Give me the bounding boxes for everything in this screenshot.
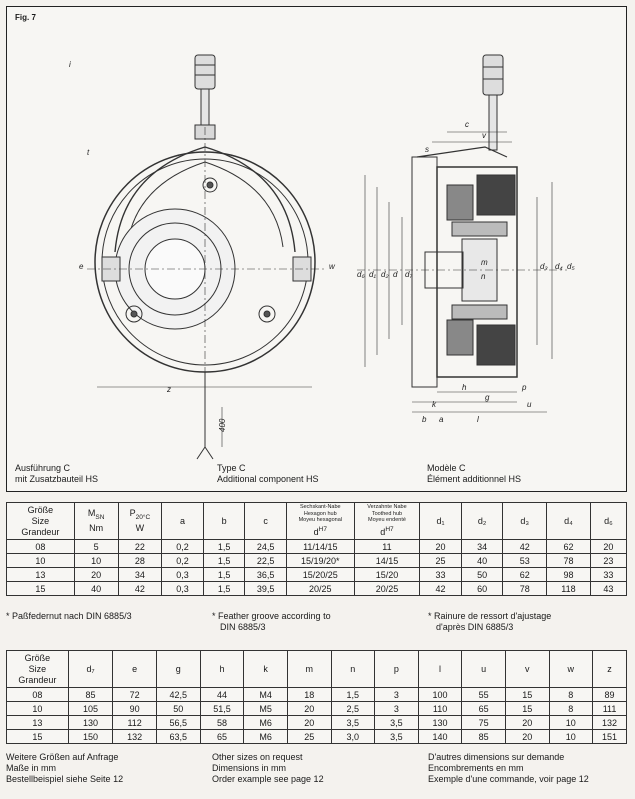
cell-d-tooth: 20/25 bbox=[354, 582, 420, 596]
power-header: $P_{20^\circ C}$ W bbox=[118, 503, 162, 540]
cell-z: 151 bbox=[593, 730, 627, 744]
cell-h: 44 bbox=[200, 688, 244, 702]
footer-en: Other sizes on request Dimensions in mm Order example see page 12 bbox=[212, 752, 324, 784]
dim-p: p bbox=[522, 383, 527, 392]
dim-a: a bbox=[439, 415, 444, 424]
dim-b: b bbox=[422, 415, 427, 424]
cell-b: 1,5 bbox=[203, 540, 245, 554]
cell-d6: 23 bbox=[590, 554, 626, 568]
cell-n: 3,0 bbox=[331, 730, 375, 744]
cell-size: 13 bbox=[7, 716, 69, 730]
col-header: g bbox=[156, 651, 200, 688]
cell-k: M6 bbox=[244, 730, 288, 744]
cell-w: 8 bbox=[549, 688, 593, 702]
cell-u: 55 bbox=[462, 688, 506, 702]
note-de: * Paßfedernut nach DIN 6885/3 bbox=[6, 611, 132, 621]
cell-k: M6 bbox=[244, 716, 288, 730]
caption-fr: Modèle C Élément additionnel HS bbox=[427, 463, 522, 484]
dim-v: v bbox=[482, 131, 486, 140]
cell-d6: 20 bbox=[590, 540, 626, 554]
cell-p: 3,5 bbox=[375, 730, 419, 744]
cell-n: 1,5 bbox=[331, 688, 375, 702]
cell-d-hex: 15/20/25 bbox=[286, 568, 354, 582]
cell-u: 75 bbox=[462, 716, 506, 730]
col-header: d₇ bbox=[68, 651, 113, 688]
cell-d7: 105 bbox=[68, 702, 113, 716]
cell-a: 0,3 bbox=[162, 568, 204, 582]
cell-d4: 98 bbox=[547, 568, 591, 582]
cell-d3: 62 bbox=[503, 568, 547, 582]
d4-header: d₄ bbox=[547, 503, 591, 540]
dim-d6: d₆ bbox=[357, 270, 365, 279]
cell-d1: 25 bbox=[420, 554, 462, 568]
table1-header bbox=[7, 503, 627, 540]
cell-msn: 20 bbox=[74, 568, 118, 582]
cell-h: 51,5 bbox=[200, 702, 244, 716]
cell-w: 10 bbox=[549, 730, 593, 744]
col-header: v bbox=[505, 651, 549, 688]
cell-n: 2,5 bbox=[331, 702, 375, 716]
torque-header: $M_{SN}$ Nm bbox=[74, 503, 118, 540]
cell-z: 132 bbox=[593, 716, 627, 730]
cell-c: 39,5 bbox=[245, 582, 287, 596]
cell-h: 58 bbox=[200, 716, 244, 730]
cell-e: 112 bbox=[113, 716, 157, 730]
cell-u: 85 bbox=[462, 730, 506, 744]
cell-v: 15 bbox=[505, 688, 549, 702]
dim-d7: d₇ bbox=[405, 270, 413, 279]
b-header: b bbox=[203, 503, 245, 540]
col-header: n bbox=[331, 651, 375, 688]
table-row bbox=[7, 540, 627, 554]
d2-header: d₂ bbox=[461, 503, 503, 540]
cell-d-tooth: 15/20 bbox=[354, 568, 420, 582]
dim-u: u bbox=[527, 400, 532, 409]
cell-d6: 43 bbox=[590, 582, 626, 596]
spec-table-1 bbox=[6, 502, 627, 596]
toothed-hub-header: Verzahnte Nabe Toothed hub Moyeu endenté $d^{H7}$ bbox=[354, 503, 420, 540]
cell-msn: 10 bbox=[74, 554, 118, 568]
cell-size: 10 bbox=[7, 702, 69, 716]
dim-g: g bbox=[485, 393, 490, 402]
col-header: m bbox=[287, 651, 331, 688]
cell-p20: 34 bbox=[118, 568, 162, 582]
cell-w: 8 bbox=[549, 702, 593, 716]
cell-e: 132 bbox=[113, 730, 157, 744]
cell-msn: 5 bbox=[74, 540, 118, 554]
dim-s: s bbox=[425, 145, 429, 154]
cell-d-hex: 15/19/20* bbox=[286, 554, 354, 568]
cell-p: 3 bbox=[375, 702, 419, 716]
section-view bbox=[357, 55, 567, 412]
cell-p20: 28 bbox=[118, 554, 162, 568]
footer-fr: D'autres dimensions sur demande Encombrements en mm Exemple d'une commande, voir page 12 bbox=[428, 752, 589, 784]
cell-d2: 40 bbox=[461, 554, 503, 568]
dim-w: w bbox=[329, 262, 335, 271]
col-header: l bbox=[418, 651, 462, 688]
note-en: * Feather groove according to DIN 6885/3 bbox=[212, 611, 331, 632]
cell-b: 1,5 bbox=[203, 554, 245, 568]
cell-g: 63,5 bbox=[156, 730, 200, 744]
dim-d1: d₁ bbox=[369, 270, 376, 279]
cell-m: 18 bbox=[287, 688, 331, 702]
size-header: Größe Size Grandeur bbox=[7, 503, 75, 540]
dim-c: c bbox=[465, 120, 469, 129]
cell-a: 0,2 bbox=[162, 554, 204, 568]
cell-g: 42,5 bbox=[156, 688, 200, 702]
cell-size: 15 bbox=[7, 582, 75, 596]
cell-d1: 20 bbox=[420, 540, 462, 554]
cell-d-hex: 20/25 bbox=[286, 582, 354, 596]
a-header: a bbox=[162, 503, 204, 540]
table-row bbox=[7, 568, 627, 582]
cell-e: 72 bbox=[113, 688, 157, 702]
cell-b: 1,5 bbox=[203, 568, 245, 582]
dim-n: n bbox=[481, 272, 486, 281]
cell-l: 100 bbox=[418, 688, 462, 702]
front-view bbox=[87, 55, 327, 459]
cell-z: 111 bbox=[593, 702, 627, 716]
cell-u: 65 bbox=[462, 702, 506, 716]
dim-d3: d₃ bbox=[540, 262, 548, 271]
d3-header: d₃ bbox=[503, 503, 547, 540]
cell-d2: 50 bbox=[461, 568, 503, 582]
cell-k: M4 bbox=[244, 688, 288, 702]
table2-header bbox=[7, 651, 627, 688]
cell-p: 3,5 bbox=[375, 716, 419, 730]
cell-size: 15 bbox=[7, 730, 69, 744]
cell-p: 3 bbox=[375, 688, 419, 702]
size-header: Größe Size Grandeur bbox=[7, 651, 69, 688]
cell-z: 89 bbox=[593, 688, 627, 702]
cell-p20: 22 bbox=[118, 540, 162, 554]
cell-c: 24,5 bbox=[245, 540, 287, 554]
table2-body bbox=[7, 688, 627, 744]
table-row bbox=[7, 716, 627, 730]
cell-d1: 33 bbox=[420, 568, 462, 582]
cell-d1: 42 bbox=[420, 582, 462, 596]
cell-l: 130 bbox=[418, 716, 462, 730]
cell-m: 20 bbox=[287, 702, 331, 716]
cell-d7: 150 bbox=[68, 730, 113, 744]
col-header: k bbox=[244, 651, 288, 688]
dim-d: d bbox=[393, 270, 398, 279]
cell-b: 1,5 bbox=[203, 582, 245, 596]
cell-d6: 33 bbox=[590, 568, 626, 582]
cell-m: 20 bbox=[287, 716, 331, 730]
dim-h: h bbox=[462, 383, 467, 392]
c-header: c bbox=[245, 503, 287, 540]
technical-drawing bbox=[7, 7, 628, 493]
dim-z: z bbox=[167, 385, 171, 394]
cell-d4: 118 bbox=[547, 582, 591, 596]
col-header: w bbox=[549, 651, 593, 688]
cell-c: 36,5 bbox=[245, 568, 287, 582]
dim-i: i bbox=[69, 60, 71, 69]
hex-hub-header: Sechskant-Nabe Hexagon hub Moyeu hexagonal $d^{H7}$ bbox=[286, 503, 354, 540]
cell-l: 110 bbox=[418, 702, 462, 716]
footer-de: Weitere Größen auf Anfrage Maße in mm Bestellbeispiel siehe Seite 12 bbox=[6, 752, 124, 784]
cell-l: 140 bbox=[418, 730, 462, 744]
table-row bbox=[7, 702, 627, 716]
dim-l: l bbox=[477, 415, 479, 424]
cell-size: 08 bbox=[7, 688, 69, 702]
cell-v: 15 bbox=[505, 702, 549, 716]
cell-d7: 130 bbox=[68, 716, 113, 730]
cell-g: 56,5 bbox=[156, 716, 200, 730]
table-row bbox=[7, 688, 627, 702]
cell-d3: 42 bbox=[503, 540, 547, 554]
cell-p20: 42 bbox=[118, 582, 162, 596]
cell-d-tooth: 14/15 bbox=[354, 554, 420, 568]
table-row bbox=[7, 582, 627, 596]
d1-header: d₁ bbox=[420, 503, 462, 540]
note-fr: * Rainure de ressort d'ajustage d'après DIN 6885/3 bbox=[428, 611, 552, 632]
cell-k: M5 bbox=[244, 702, 288, 716]
cell-d2: 60 bbox=[461, 582, 503, 596]
cell-d-hex: 11/14/15 bbox=[286, 540, 354, 554]
cell-size: 08 bbox=[7, 540, 75, 554]
cell-d3: 53 bbox=[503, 554, 547, 568]
cell-e: 90 bbox=[113, 702, 157, 716]
cell-msn: 40 bbox=[74, 582, 118, 596]
dim-t: t bbox=[87, 148, 90, 157]
cell-a: 0,2 bbox=[162, 540, 204, 554]
cell-h: 65 bbox=[200, 730, 244, 744]
cell-d7: 85 bbox=[68, 688, 113, 702]
cell-size: 10 bbox=[7, 554, 75, 568]
dim-cable: 400 bbox=[218, 418, 227, 432]
cell-d-tooth: 11 bbox=[354, 540, 420, 554]
cell-d3: 78 bbox=[503, 582, 547, 596]
cell-g: 50 bbox=[156, 702, 200, 716]
dim-e-left: e bbox=[79, 262, 84, 271]
table1-body bbox=[7, 540, 627, 596]
cell-w: 10 bbox=[549, 716, 593, 730]
figure-label: Fig. 7 bbox=[15, 13, 36, 22]
cell-c: 22,5 bbox=[245, 554, 287, 568]
cell-d4: 62 bbox=[547, 540, 591, 554]
dim-k: k bbox=[432, 400, 436, 409]
col-header: p bbox=[375, 651, 419, 688]
col-header: u bbox=[462, 651, 506, 688]
cell-v: 20 bbox=[505, 716, 549, 730]
dim-d5: d₅ bbox=[567, 262, 575, 271]
col-header: h bbox=[200, 651, 244, 688]
col-header: e bbox=[113, 651, 157, 688]
d6-header: d₆ bbox=[590, 503, 626, 540]
table-row bbox=[7, 554, 627, 568]
cell-m: 25 bbox=[287, 730, 331, 744]
caption-en: Type C Additional component HS bbox=[217, 463, 319, 484]
cell-a: 0,3 bbox=[162, 582, 204, 596]
cell-size: 13 bbox=[7, 568, 75, 582]
cell-v: 20 bbox=[505, 730, 549, 744]
cell-d4: 78 bbox=[547, 554, 591, 568]
figure-panel bbox=[6, 6, 627, 492]
col-header: z bbox=[593, 651, 627, 688]
table-row bbox=[7, 730, 627, 744]
spec-table-2 bbox=[6, 650, 627, 744]
dim-d2: d₂ bbox=[381, 270, 389, 279]
dim-d4: d₄ bbox=[555, 262, 563, 271]
cell-d2: 34 bbox=[461, 540, 503, 554]
dim-m: m bbox=[481, 258, 488, 267]
caption-de: Ausführung C mit Zusatzbauteil HS bbox=[15, 463, 99, 484]
cell-n: 3,5 bbox=[331, 716, 375, 730]
